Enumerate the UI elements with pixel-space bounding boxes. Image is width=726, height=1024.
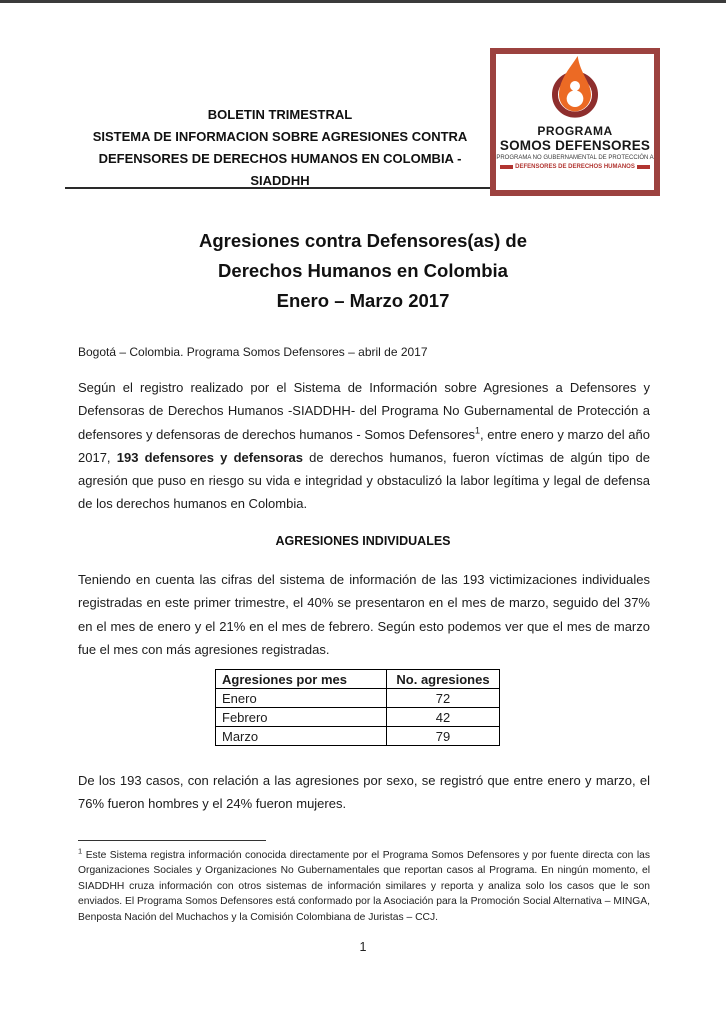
page-top-edge: [0, 0, 726, 3]
logo-banner: [496, 163, 654, 171]
intro-paragraph: [78, 376, 650, 516]
footnote-reference-marker: 1: [474, 425, 480, 436]
bulletin-header-title: [70, 104, 490, 192]
table-cell-value: 42: [387, 708, 500, 727]
logo-subtitle: PROGRAMA NO GUBERNAMENTAL DE PROTECCIÓN A: [496, 155, 654, 161]
table-cell-month: Marzo: [216, 727, 387, 746]
header-line-1: BOLETIN TRIMESTRAL: [207, 107, 353, 122]
logo-banner-text: DEFENSORES DE DERECHOS HUMANOS: [515, 164, 635, 170]
intro-text-1: Según el registro realizado por el Sistema de Información sobre Agresiones a Defensores y Defensoras de Derechos Humanos -SIADDHH- del Programa No Gubernamental de Protección a defensores y defensoras de derechos humanos - Somos Defensores: [78, 380, 650, 442]
sexo-paragraph: De los 193 casos, con relación a las agresiones por sexo, se registró que entre enero y marzo, el 76% fueron hombres y el 24% fueron mujeres.: [78, 773, 650, 812]
footnote: [78, 848, 650, 925]
somos-defensores-logo: [490, 48, 660, 196]
flame-with-person-icon: [496, 56, 654, 125]
table-header-num: No. agresiones: [387, 670, 500, 689]
byline: Bogotá – Colombia. Programa Somos Defensores – abril de 2017: [78, 345, 428, 359]
table-row: [216, 689, 500, 708]
document-title: [0, 226, 726, 316]
logo-title-line2: SOMOS DEFENSORES: [499, 138, 651, 153]
footnote-separator-line: [78, 840, 266, 841]
logo-title-line1: PROGRAMA: [537, 124, 613, 138]
agresiones-por-mes-table: [215, 669, 500, 746]
table-cell-month: Enero: [216, 689, 387, 708]
header-line-2: SISTEMA DE INFORMACION SOBRE AGRESIONES CONTRA: [92, 129, 468, 144]
table-header-mes: Agresiones por mes: [216, 670, 387, 689]
individuales-paragraph: Teniendo en cuenta las cifras del sistema de información de las 193 victimizaciones individuales registradas en este primer trimestre, el 40% se presentaron en el mes de marzo, seguido del 37% en el mes de enero y el 21% en el mes de febrero. Según esto podemos ver que el mes de marzo fue el mes con más agresiones registradas.: [78, 572, 650, 657]
intro-text-2: , entre enero y marzo del año 2017,: [78, 426, 650, 465]
footnote-number: 1: [78, 846, 83, 856]
page-number: 1: [359, 940, 367, 954]
banner-bar-left: [500, 165, 513, 169]
banner-bar-right: [637, 165, 650, 169]
header-line-4: SIADDHH: [250, 173, 310, 188]
section-heading-agresiones-individuales: AGRESIONES INDIVIDUALES: [275, 534, 451, 548]
title-line-3: Enero – Marzo 2017: [276, 290, 450, 311]
title-line-1: Agresiones contra Defensores(as) de: [199, 230, 527, 251]
table-cell-value: 72: [387, 689, 500, 708]
intro-bold-figure: 193 defensores y defensoras: [116, 449, 303, 465]
table-row: [216, 727, 500, 746]
table-header-row: [216, 670, 500, 689]
table-row: [216, 708, 500, 727]
footnote-text: Este Sistema registra información conocida directamente por el Programa Somos Defensores y por fuente directa con las Organizaciones Sociales y Organizaciones No Gubernamentales que reportan casos al Programa. En ningún momento, el SIADDHH cruza información con otros sistemas de información similares y reporta y analiza solo los casos que le son enviados. El Programa Somos Defensores está conformado por la Asociación para la Promoción Social Alternativa – MINGA, Benposta Nación del Muchachos y la Comisión Colombiana de Juristas – CCJ.: [78, 850, 650, 923]
document-header: [65, 48, 660, 198]
table-cell-month: Febrero: [216, 708, 387, 727]
table-cell-value: 79: [387, 727, 500, 746]
header-line-3: DEFENSORES DE DERECHOS HUMANOS EN COLOMBIA -: [98, 151, 462, 166]
title-line-2: Derechos Humanos en Colombia: [218, 260, 508, 281]
intro-text-3: de derechos humanos, fueron víctimas de algún tipo de agresión que puso en riesgo su vida e integridad y obstaculizó la labor legítima y legal de defensa de los derechos humanos en Colombia.: [78, 449, 650, 512]
